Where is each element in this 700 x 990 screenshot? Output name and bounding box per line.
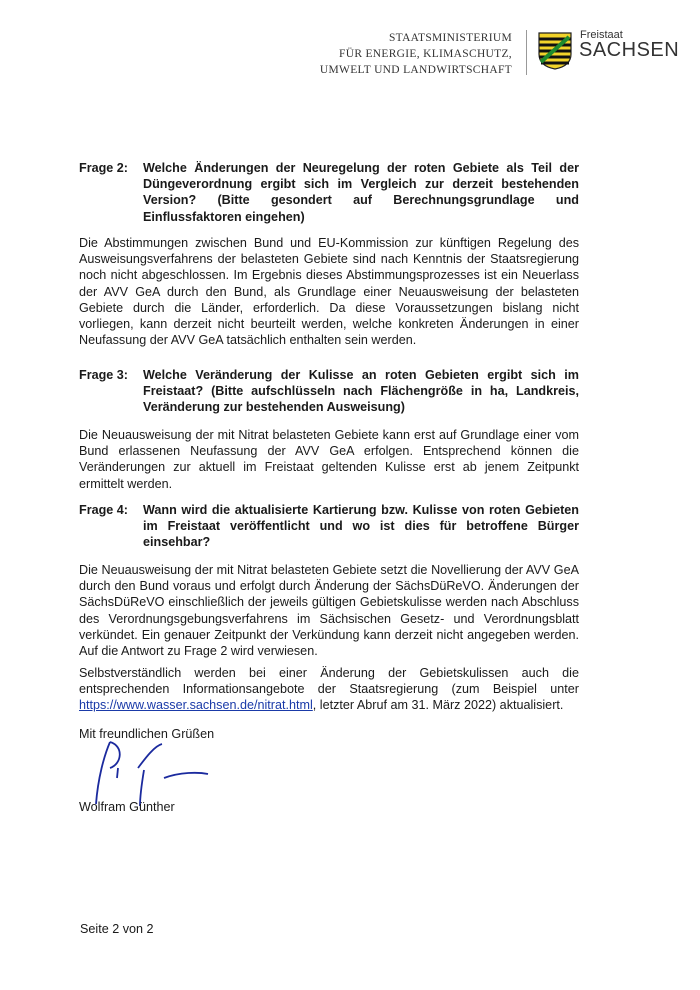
final-text-after-link: , letzter Abruf am 31. März 2022) aktualisiert. <box>312 698 564 713</box>
nitrat-link[interactable]: https://www.wasser.sachsen.de/nitrat.html <box>79 698 313 713</box>
header-divider <box>526 30 527 75</box>
ministry-line-3: UMWELT UND LANDWIRTSCHAFT <box>319 64 512 76</box>
final-text-before-link: Selbstverständlich werden bei einer Änderung der Gebietskulissen auch die entsprechenden Informationsangebote der Staatsregierung (zum Beispiel unter <box>79 666 579 697</box>
question-2 <box>79 160 579 225</box>
question-text: Wann wird die aktualisierte Kartierung bzw. Kulisse von roten Gebieten im Freistaat veröffentlicht und wo ist dies für betroffene Bürger einsehbar? <box>143 503 579 550</box>
page-number: Seite 2 von 2 <box>80 922 154 936</box>
question-text: Welche Veränderung der Kulisse an roten Gebieten ergibt sich im Freistaat? (Bitte aufschlüsseln nach Flächengröße in ha, Landkreis, Veränderung zur bestehenden Ausweisung) <box>143 368 579 415</box>
question-label: Frage 3: <box>79 368 128 382</box>
answer-4: Die Neuausweisung der mit Nitrat belasteten Gebiete setzt die Novellierung der AVV GeA durch den Bund voraus und erfolgt durch Änderung der SächsDüReVO. Änderungen der SächsDüReVO einschließlich der jeweils gültigen Gebietskulisse werden nach Abschluss des Verordnungsgebungsverfahrens im Sächsischen Gesetz- und Verordnungsblatt verkündet. Ein genauer Zeitpunkt der Verkündung kann derzeit nicht angegeben werden. Auf die Antwort zu Frage 2 wird verwiesen. <box>79 563 579 659</box>
saxony-coat-of-arms-icon <box>538 32 572 70</box>
logo-freistaat: Freistaat <box>580 29 623 41</box>
question-4 <box>79 502 579 551</box>
question-label: Frage 2: <box>79 161 128 175</box>
ministry-name <box>320 30 512 78</box>
signer-name: Wolfram Günther <box>79 800 175 814</box>
answer-3: Die Neuausweisung der mit Nitrat belasteten Gebiete kann erst auf Grundlage einer vom Bund erlassenen Neufassung der AVV GeA erfolgen. Entsprechend können die Veränderungen zur aktuell im Freistaat geltenden Kulisse erst ab jenem Zeitpunkt ermittelt werden. <box>79 428 579 491</box>
letterhead <box>300 30 680 80</box>
question-3 <box>79 367 579 416</box>
greeting: Mit freundlichen Grüßen <box>79 727 215 741</box>
ministry-line-2: FÜR ENERGIE, KLIMASCHUTZ, <box>339 48 512 60</box>
question-text: Welche Änderungen der Neuregelung der roten Gebiete als Teil der Düngeverordnung ergibt sich im Vergleich zur derzeit bestehenden Version? (Bitte gesondert auf Berechnungsgrundlage und Einflussfaktoren eingehen) <box>143 161 579 224</box>
final-paragraph <box>79 665 579 714</box>
question-label: Frage 4: <box>79 503 128 517</box>
ministry-line-1: STAATSMINISTERIUM <box>388 32 512 44</box>
answer-2: Die Abstimmungen zwischen Bund und EU-Kommission zur künftigen Regelung des Ausweisungsverfahrens der belasteten Gebiete sind nach Kenntnis der Staatsregierung noch nicht abgeschlossen. Im Ergebnis dieses Abstimmungsprozesses ist ein Neuerlass der AVV GeA durch den Bund, als Grundlage einer Neuausweisung der belasteten Gebiete durch die Länder, erforderlich. Da diese Voraussetzungen bislang nicht vorliegen, kann derzeit nicht beurteilt werden, welche konkreten Änderungen in einer Neufassung der AVV GeA tatsächlich enthalten sein werden. <box>79 236 579 348</box>
logo-sachsen: SACHSEN <box>579 39 680 61</box>
